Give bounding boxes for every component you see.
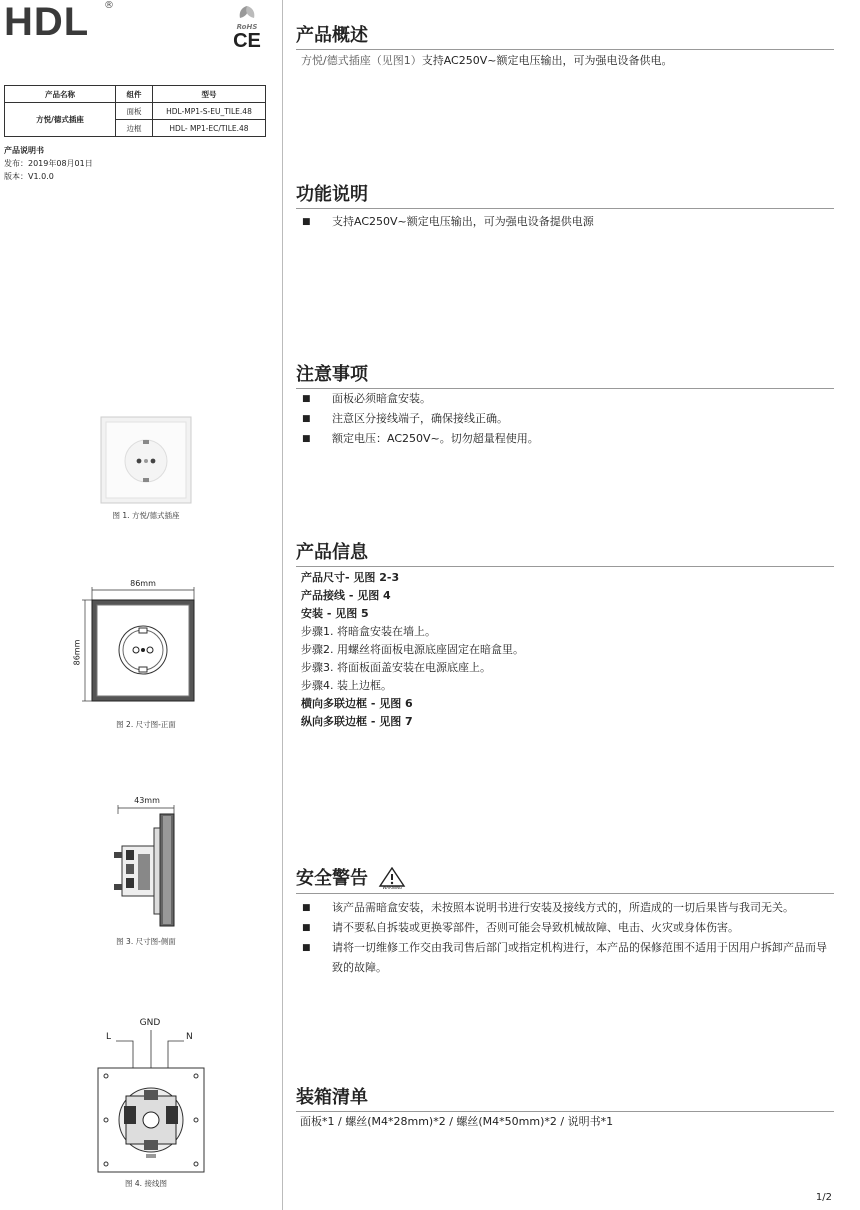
info-line: 步骤2. 用螺丝将面板电源底座固定在暗盒里。 [301,643,524,656]
warning-triangle-icon [378,867,406,891]
table-header-row [5,86,266,103]
component-cell: 边框 [116,120,153,137]
bullet-square-icon: ■ [302,394,311,404]
section-title-safety [296,864,834,894]
figure-2-caption: 图 2. 尺寸图-正面 [116,720,176,729]
info-line: 横向多联边框 - 见图 6 [301,697,413,710]
figure-4-wiring-diagram [96,1030,208,1174]
figure-1-socket-photo [100,416,192,504]
bullet-square-icon: ■ [302,217,311,227]
safety-title-text: 安全警告 [296,868,368,889]
list-item: ■ 请将一切维修工作交由我司售后部门或指定机构进行，本产品的保修范围不适用于因用户拆卸产品而导致的故障。 [298,938,834,978]
hdl-logo: HDL [4,0,90,44]
rohs-label: RoHS [236,23,258,31]
info-line: 步骤3. 将面板面盖安装在电源底座上。 [301,661,491,674]
product-table [4,85,266,137]
fig4-n-label: N [186,1032,193,1042]
table-row [5,103,266,120]
column-divider [282,0,283,1210]
manual-meta [4,144,93,183]
fig3-depth-label: 43mm [134,796,160,805]
model-cell: HDL-MP1-S-EU_TILE.48 [153,103,266,120]
component-cell: 面板 [116,103,153,120]
figure-1-caption: 图 1. 方悦/德式插座 [112,511,180,520]
fig4-gnd-label: GND [139,1018,161,1028]
function-list [298,212,834,232]
overview-text-main: 支持AC250V~额定电压输出，可为强电设备供电。 [421,54,673,67]
info-line: 步骤1. 将暗盒安装在墙上。 [301,625,436,638]
registered-mark: ® [104,0,114,11]
release-date: 发布：2019年08月01日 [4,159,93,168]
fig2-height-label: 86mm [72,639,82,666]
fig2-width-label: 86mm [130,579,156,588]
overview-text [301,51,672,70]
section-title-packing: 装箱清单 [296,1083,834,1112]
list-item: ■ 该产品需暗盒安装，未按照本说明书进行安装及接线方式的，所造成的一切后果皆与我司无关。 [298,898,834,918]
rohs-leaf-icon [236,5,258,19]
product-info-lines [301,569,831,731]
list-item: ■ 面板必须暗盒安装。 [298,389,834,409]
table-header: 型号 [153,86,266,103]
section-title-notice: 注意事项 [296,360,834,389]
bullet-square-icon: ■ [302,434,311,444]
notice-list [298,389,834,449]
model-cell: HDL- MP1-EC/TILE.48 [153,120,266,137]
bullet-square-icon: ■ [302,414,311,424]
bullet-square-icon: ■ [302,943,311,953]
list-item: ■ 额定电压：AC250V~。切勿超量程使用。 [298,429,834,449]
info-line: 安装 - 见图 5 [301,607,369,620]
figure-3-side-dimension [108,804,180,930]
packing-text: 面板*1 / 螺丝(M4*28mm)*2 / 螺丝(M4*50mm)*2 / 说明书*1 [300,1115,614,1128]
figure-3-caption: 图 3. 尺寸图-侧面 [116,937,176,946]
ce-mark: CE [233,30,261,52]
manual-title: 产品说明书 [4,146,44,155]
info-line: 纵向多联边框 - 见图 7 [301,715,413,728]
figure-2-front-dimension [82,586,200,706]
table-header: 组件 [116,86,153,103]
section-title-function: 功能说明 [296,180,834,209]
info-line: 步骤4. 装上边框。 [301,679,392,692]
safety-list [298,898,834,978]
bullet-square-icon: ■ [302,903,311,913]
table-header: 产品名称 [5,86,116,103]
bullet-square-icon: ■ [302,923,311,933]
product-name-cell: 方悦/德式插座 [5,103,116,137]
fig4-l-label: L [106,1032,112,1042]
info-line: 产品尺寸- 见图 2-3 [301,571,400,584]
section-title-overview: 产品概述 [296,21,834,50]
section-title-product-info: 产品信息 [296,538,834,567]
figure-4-caption: 图 4. 接线图 [125,1179,167,1188]
certification-marks [230,4,264,51]
overview-text-ref: 方悦/德式插座（见图1） [301,54,422,67]
list-item: ■ 支持AC250V~额定电压输出，可为强电设备提供电源 [298,212,834,232]
version: 版本：V1.0.0 [4,172,54,181]
list-item: ■ 请不要私自拆装或更换零部件，否则可能会导致机械故障、电击、火灾或身体伤害。 [298,918,834,938]
warning-label: WARNING [382,885,403,890]
page-number: 1/2 [815,1192,832,1203]
info-line: 产品接线 - 见图 4 [301,589,391,602]
list-item: ■ 注意区分接线端子，确保接线正确。 [298,409,834,429]
